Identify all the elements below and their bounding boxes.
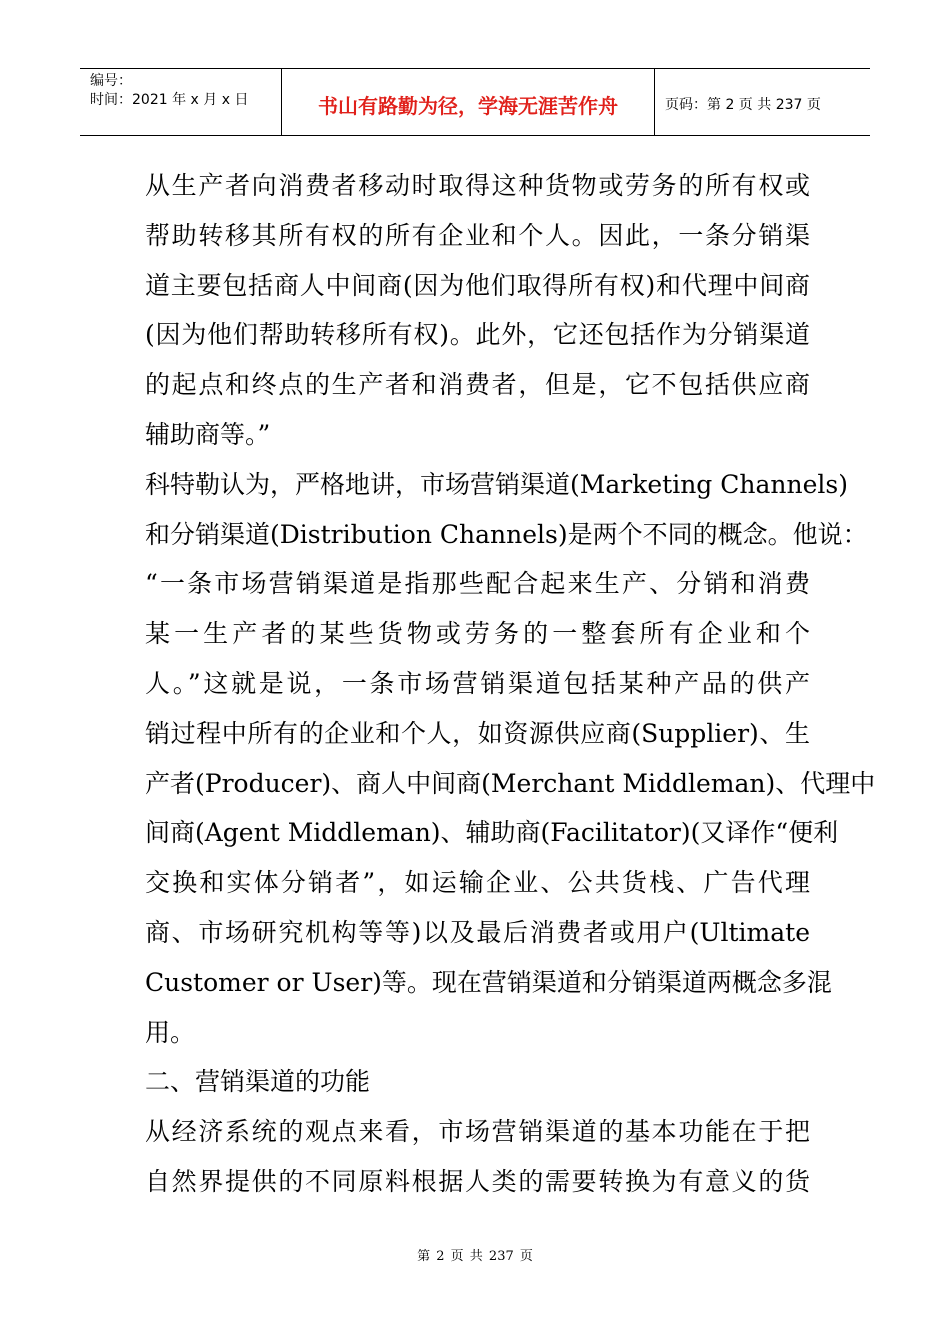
header-motto: 书山有路勤为径，学海无涯苦作舟 xyxy=(282,69,655,135)
body-line: 科特勒认为，严格地讲，市场营销渠道(Marketing Channels) xyxy=(145,469,848,499)
body-line: 间商(Agent Middleman)、辅助商(Facilitator)(又译作“便利 xyxy=(145,818,839,848)
body-line: 的起点和终点的生产者和消费者，但是，它不包括供应商 xyxy=(145,370,810,400)
document-number-label: 编号： xyxy=(90,73,132,89)
page-header xyxy=(80,68,870,136)
body-line: 帮助转移其所有权的所有企业和个人。因此，一条分销渠 xyxy=(145,220,810,250)
body-line: 产者(Producer)、商人中间商(Merchant Middleman)、代理中 xyxy=(145,768,876,798)
body-line: (因为他们帮助转移所有权)。此外，它还包括作为分销渠道 xyxy=(145,320,810,350)
body-line: 销过程中所有的企业和个人，如资源供应商(Supplier)、生 xyxy=(145,718,810,748)
header-meta xyxy=(80,69,282,135)
body-line: 商、市场研究机构等等)以及最后消费者或用户(Ultimate xyxy=(145,917,810,947)
document-body xyxy=(145,161,876,1207)
section-heading: 二、营销渠道的功能 xyxy=(145,1067,371,1097)
body-line: 人。”这就是说，一条市场营销渠道包括某种产品的供产 xyxy=(145,668,810,698)
document-time-label: 时间：2021 年 x 月 x 日 xyxy=(90,92,249,108)
body-line: 辅助商等。” xyxy=(145,419,271,449)
body-line: 用。 xyxy=(145,1017,196,1047)
body-line: 从生产者向消费者移动时取得这种货物或劳务的所有权或 xyxy=(145,171,810,200)
body-line: 道主要包括商人中间商(因为他们取得所有权)和代理中间商 xyxy=(145,270,810,300)
body-line: Customer or User)等。现在营销渠道和分销渠道两概念多混 xyxy=(145,967,832,997)
body-line: 交换和实体分销者”，如运输企业、公共货栈、广告代理 xyxy=(145,868,810,898)
body-line: 某一生产者的某些货物或劳务的一整套所有企业和个 xyxy=(145,619,810,649)
body-line: “一条市场营销渠道是指那些配合起来生产、分销和消费 xyxy=(145,569,810,599)
body-line: 自然界提供的不同原料根据人类的需要转换为有意义的货 xyxy=(145,1166,810,1196)
header-page-info: 页码：第 2 页 共 237 页 xyxy=(665,97,821,113)
body-line: 和分销渠道(Distribution Channels)是两个不同的概念。他说： xyxy=(145,519,868,549)
body-line: 从经济系统的观点来看，市场营销渠道的基本功能在于把 xyxy=(145,1117,810,1147)
page-footer: 第 2 页 共 237 页 xyxy=(417,1249,533,1264)
